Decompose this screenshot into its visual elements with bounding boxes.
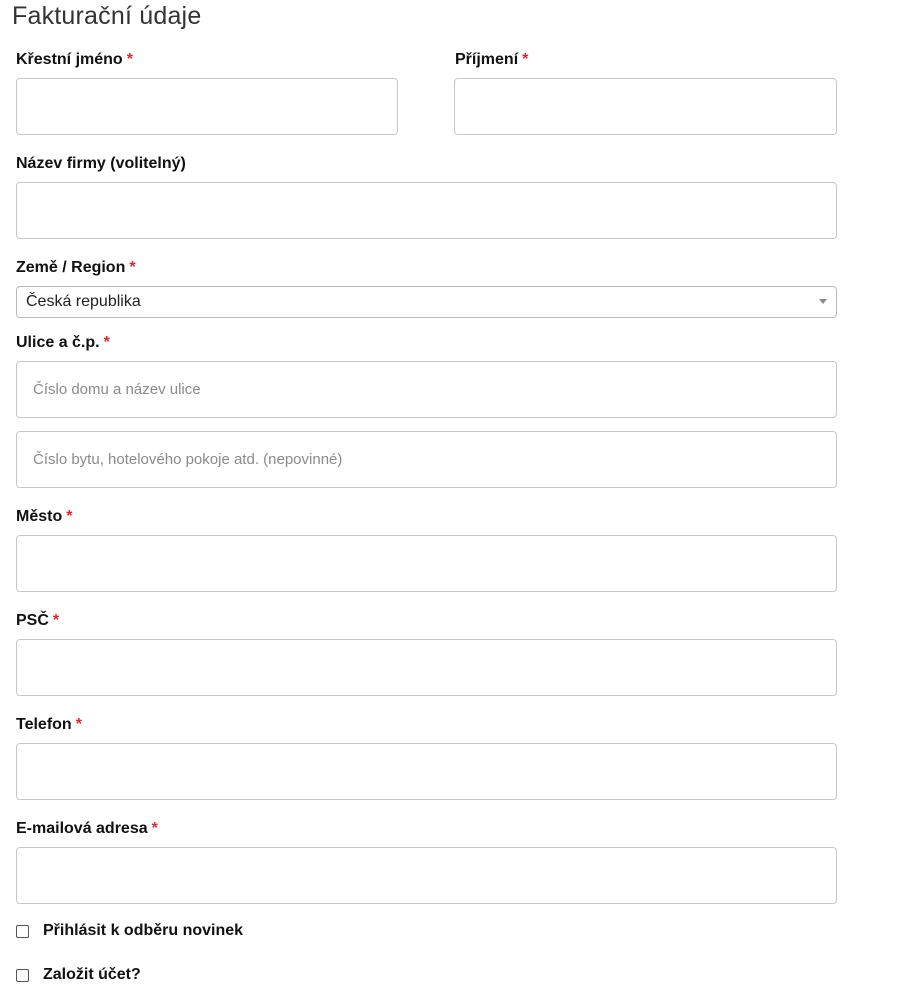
create-account-checkbox[interactable] <box>16 969 29 982</box>
first-name-label <box>16 51 133 69</box>
company-input[interactable] <box>16 182 837 239</box>
phone-label <box>16 716 82 734</box>
city-label <box>16 508 72 526</box>
country-select[interactable] <box>16 286 837 318</box>
last-name-label-text: Příjmení <box>455 51 519 68</box>
street-line1-input[interactable] <box>16 361 837 418</box>
caret-down-icon <box>819 299 827 304</box>
country-selected-value: Česká republika <box>26 293 141 310</box>
email-label-text: E-mailová adresa <box>16 820 148 837</box>
first-name-label-text: Křestní jméno <box>16 51 123 68</box>
newsletter-checkbox-label[interactable]: Přihlásit k odběru novinek <box>43 922 244 939</box>
zip-input[interactable] <box>16 639 837 696</box>
street-line2-input[interactable] <box>16 431 837 488</box>
street-label <box>16 334 110 352</box>
first-name-input[interactable] <box>16 78 398 135</box>
city-input[interactable] <box>16 535 837 592</box>
required-marker: * <box>126 51 133 68</box>
newsletter-checkbox-row[interactable] <box>16 922 243 940</box>
zip-label-text: PSČ <box>16 612 49 629</box>
last-name-input[interactable] <box>454 78 837 135</box>
page-title: Fakturační údaje <box>12 2 202 30</box>
required-marker: * <box>75 716 82 733</box>
required-marker: * <box>151 820 158 837</box>
country-label <box>16 259 136 277</box>
create-account-checkbox-row[interactable] <box>16 966 141 984</box>
required-marker: * <box>129 259 136 276</box>
phone-label-text: Telefon <box>16 716 72 733</box>
last-name-label <box>455 51 528 69</box>
required-marker: * <box>66 508 73 525</box>
email-label <box>16 820 158 838</box>
company-label <box>16 155 186 173</box>
street-label-text: Ulice a č.p. <box>16 334 100 351</box>
country-label-text: Země / Region <box>16 259 126 276</box>
email-input[interactable] <box>16 847 837 904</box>
create-account-checkbox-label[interactable]: Založit účet? <box>43 966 141 983</box>
required-marker: * <box>103 334 110 351</box>
city-label-text: Město <box>16 508 63 525</box>
required-marker: * <box>522 51 529 68</box>
zip-label <box>16 612 59 630</box>
required-marker: * <box>52 612 60 629</box>
company-label-text: Název firmy (volitelný) <box>16 155 186 172</box>
newsletter-checkbox[interactable] <box>16 925 29 938</box>
phone-input[interactable] <box>16 743 837 800</box>
